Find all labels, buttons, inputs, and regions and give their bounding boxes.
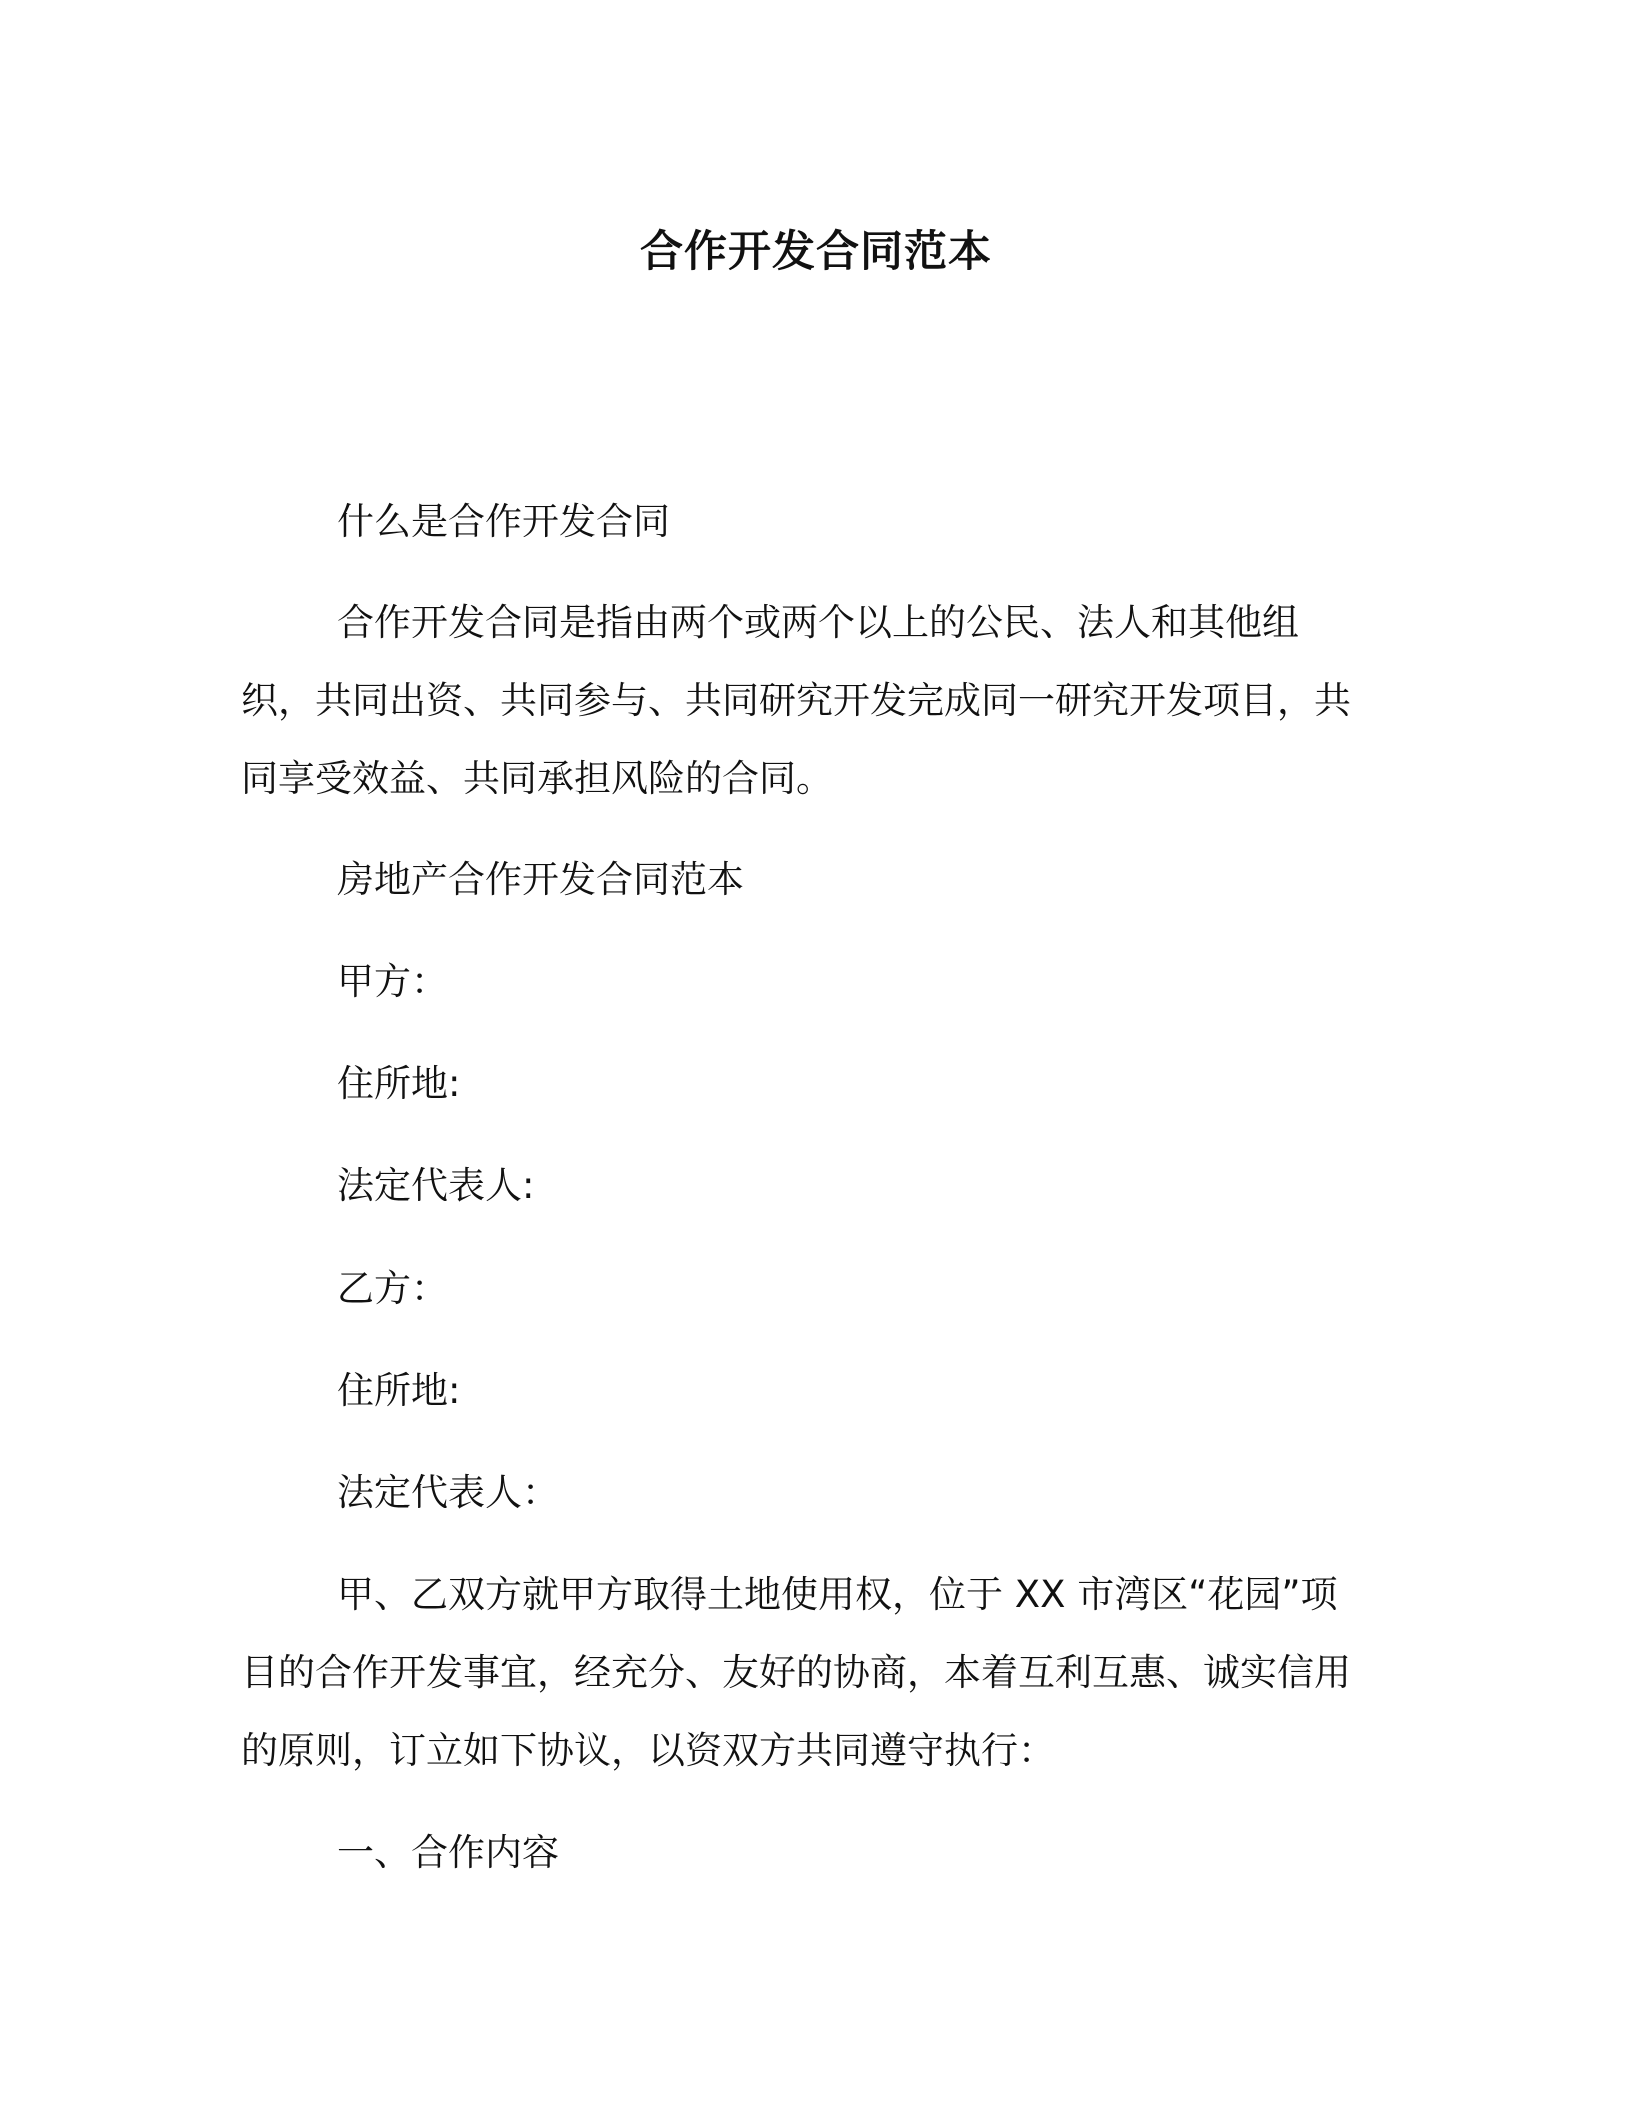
section-heading-template: 房地产合作开发合同范本 [337,858,744,901]
party-b-address-label: 住所地: [337,1369,461,1412]
section-heading-what-is: 什么是合作开发合同 [337,500,670,543]
document-title: 合作开发合同范本 [640,227,992,277]
party-a-representative-label: 法定代表人: [337,1164,535,1207]
party-b-representative-label: 法定代表人： [337,1471,559,1514]
party-a-label: 甲方： [337,960,448,1003]
definition-paragraph: 合作开发合同是指由两个或两个以上的公民、法人和其他组织，共同出资、共同参与、共同研究开发完成同一研究开发项目，共同享受效益、共同承担风险的合同。 [241,601,1351,800]
party-b-label: 乙方： [337,1267,448,1310]
preamble-paragraph: 甲、乙双方就甲方取得土地使用权，位于 XX 市湾区“花园”项目的合作开发事宜，经充分、友好的协商，本着互利互惠、诚实信用的原则，订立如下协议，以资双方共同遵守执行： [241,1573,1351,1772]
party-a-address-label: 住所地: [337,1062,461,1105]
clause-1-heading: 一、合作内容 [337,1831,559,1874]
